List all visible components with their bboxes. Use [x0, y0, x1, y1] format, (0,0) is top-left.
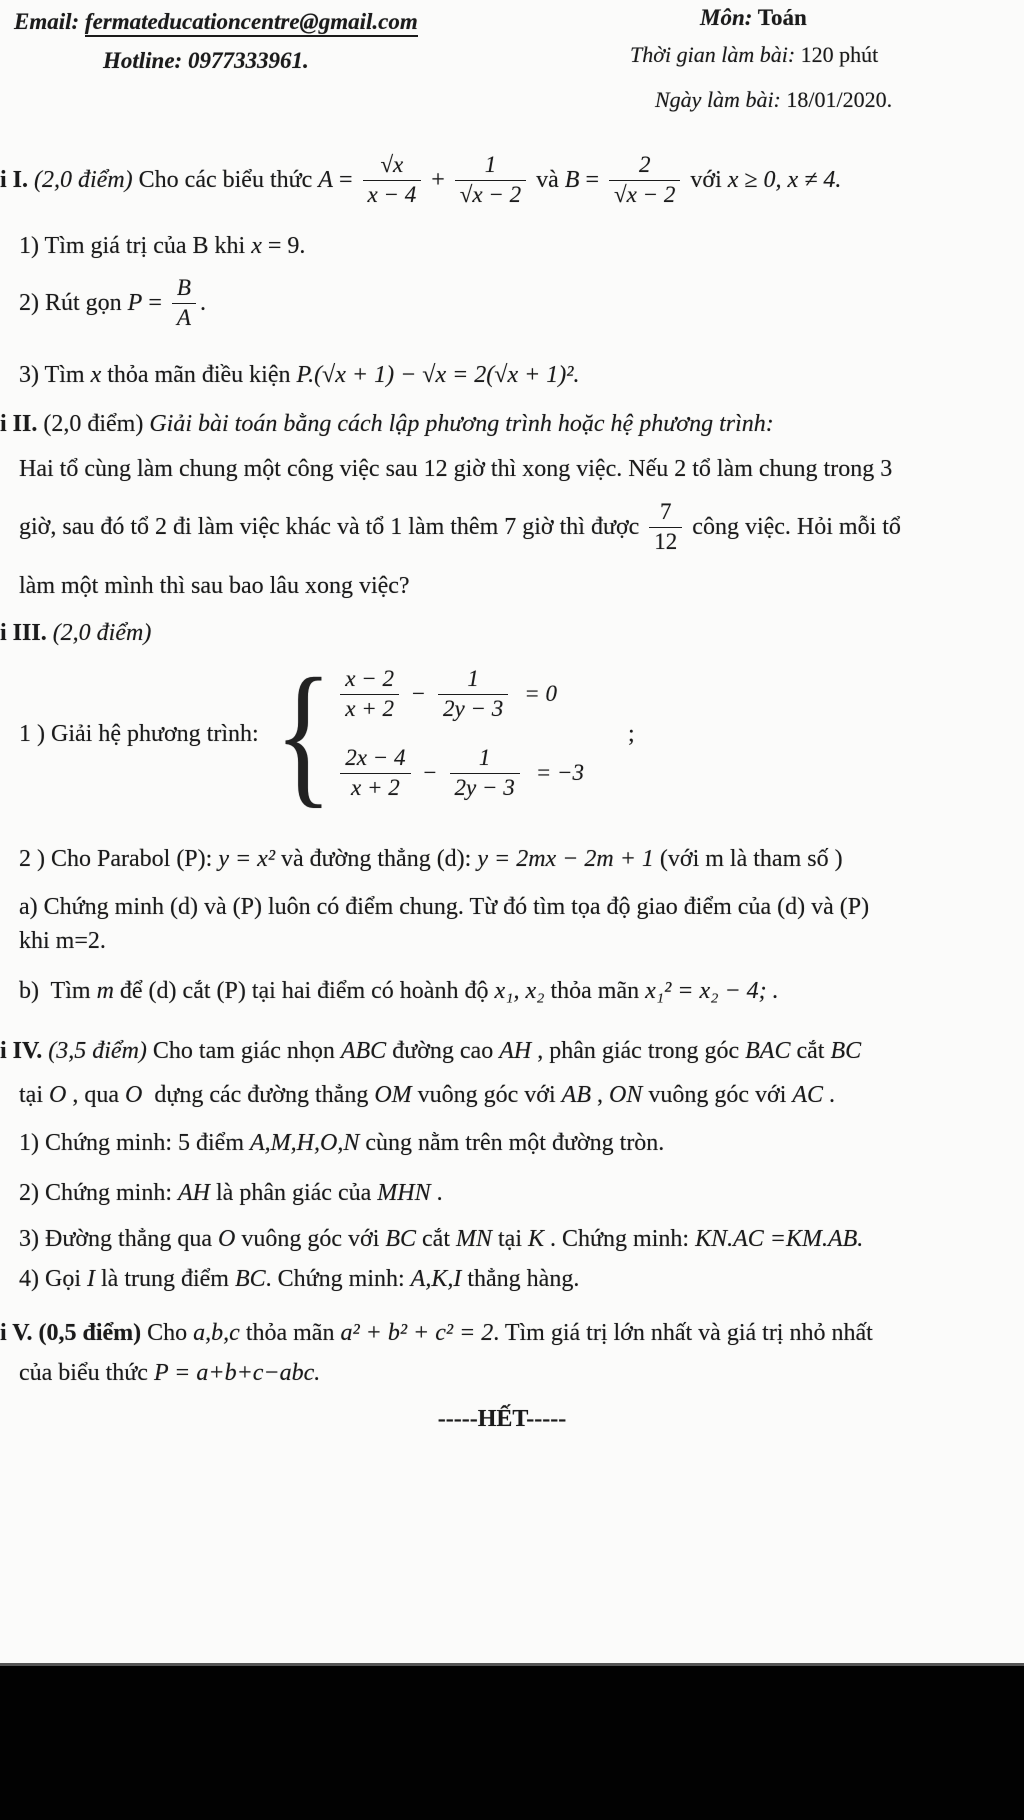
section-4-item-3: 3) Đường thẳng qua O vuông góc với BC cắt MN tại K . Chứng minh: KN.AC =KM.AB.: [19, 1226, 864, 1252]
section-3-item-2a: a) Chứng minh (d) và (P) luôn có điểm chung. Từ đó tìm tọa độ giao điểm của (d) và (P): [19, 894, 870, 920]
section-3-item-1-system: [19, 645, 635, 822]
equation-1: $\frac{x - 2}{x + 2}$ − $\frac{1}{2y - 3}$ = 0: [336, 667, 584, 722]
section-3-item-2a-line-2: khi m=2.: [19, 928, 106, 954]
system-semicolon: ;: [628, 721, 635, 747]
header-exam-date: Ngày làm bài: 18/01/2020.: [655, 87, 893, 112]
section-1-item-2: 2) Rút gọn P = $\frac{B}{A}$ .: [19, 274, 206, 330]
section-4-item-2: 2) Chứng minh: AH là phân giác của MHN .: [19, 1180, 443, 1206]
section-3-item-2b: b) Tìm m để (d) cắt (P) tại hai điểm có hoành độ x₁, x₂ thỏa mãn x₁² = x₂ − 4; .: [19, 978, 779, 1004]
section-2-text-line-1: Hai tổ cùng làm chung một công việc sau 12 giờ thì xong việc. Nếu 2 tổ làm chung trong 3: [19, 456, 893, 482]
header-email: Email: fermateducationcentre@gmail.com: [14, 8, 418, 37]
system-label: 1 ) Giải hệ phương trình:: [19, 721, 265, 747]
section-2-text-line-3: làm một mình thì sau bao lâu xong việc?: [19, 573, 410, 599]
photo-black-bar: [0, 1663, 1024, 1820]
end-marker: -----HẾT-----: [437, 1406, 567, 1432]
section-5-text-line-2: của biểu thức P = a+b+c−abc.: [19, 1360, 321, 1386]
section-1-heading-formulas: i I. (2,0 điểm) Cho các biểu thức A = $\frac{√x}{x - 4}$ + $\frac{1}{√x - 2}$ và B = $\frac{2}{√x - 2}$ với x ≥ 0, x ≠ 4.: [0, 151, 842, 207]
section-4-item-1: 1) Chứng minh: 5 điểm A,M,H,O,N cùng nằm trên một đường tròn.: [19, 1130, 665, 1156]
system-brace: {: [274, 645, 333, 822]
section-3-item-2: 2 ) Cho Parabol (P): y = x² và đường thẳng (d): y = 2mx − 2m + 1 (với m là tham số ): [19, 846, 843, 872]
equation-2: $\frac{2x - 4}{x + 2}$ − $\frac{1}{2y - 3}$ = −3: [336, 746, 584, 801]
header-hotline: Hotline: 0977333961.: [103, 48, 309, 73]
section-4-item-4: 4) Gọi I là trung điểm BC. Chứng minh: A,K,I thẳng hàng.: [19, 1266, 580, 1292]
equation-system: [336, 667, 584, 800]
section-1-item-3: 3) Tìm x thỏa mãn điều kiện P.(√x + 1) − √x = 2(√x + 1)².: [19, 362, 580, 388]
section-4-text-line-2: tại O , qua O dựng các đường thẳng OM vuông góc với AB , ON vuông góc với AC .: [19, 1082, 836, 1108]
header-subject: Môn: Toán: [700, 5, 807, 30]
section-2-heading: i II. (2,0 điểm) Giải bài toán bằng cách lập phương trình hoặc hệ phương trình:: [0, 411, 774, 437]
section-3-heading: i III. (2,0 điểm): [0, 620, 152, 646]
section-5-heading: i V. (0,5 điểm) Cho a,b,c thỏa mãn a² + b² + c² = 2. Tìm giá trị lớn nhất và giá trị nhỏ nhất: [0, 1320, 873, 1346]
section-4-heading: i IV. (3,5 điểm) Cho tam giác nhọn ABC đường cao AH , phân giác trong góc BAC cắt BC: [0, 1038, 862, 1064]
section-2-text-line-2: giờ, sau đó tổ 2 đi làm việc khác và tổ 1 làm thêm 7 giờ thì được $\frac{7}{12}$ công việc. Hỏi mỗi tổ: [19, 498, 901, 554]
header-duration: Thời gian làm bài: 120 phút: [630, 42, 879, 67]
section-1-item-1: 1) Tìm giá trị của B khi x = 9.: [19, 233, 306, 259]
